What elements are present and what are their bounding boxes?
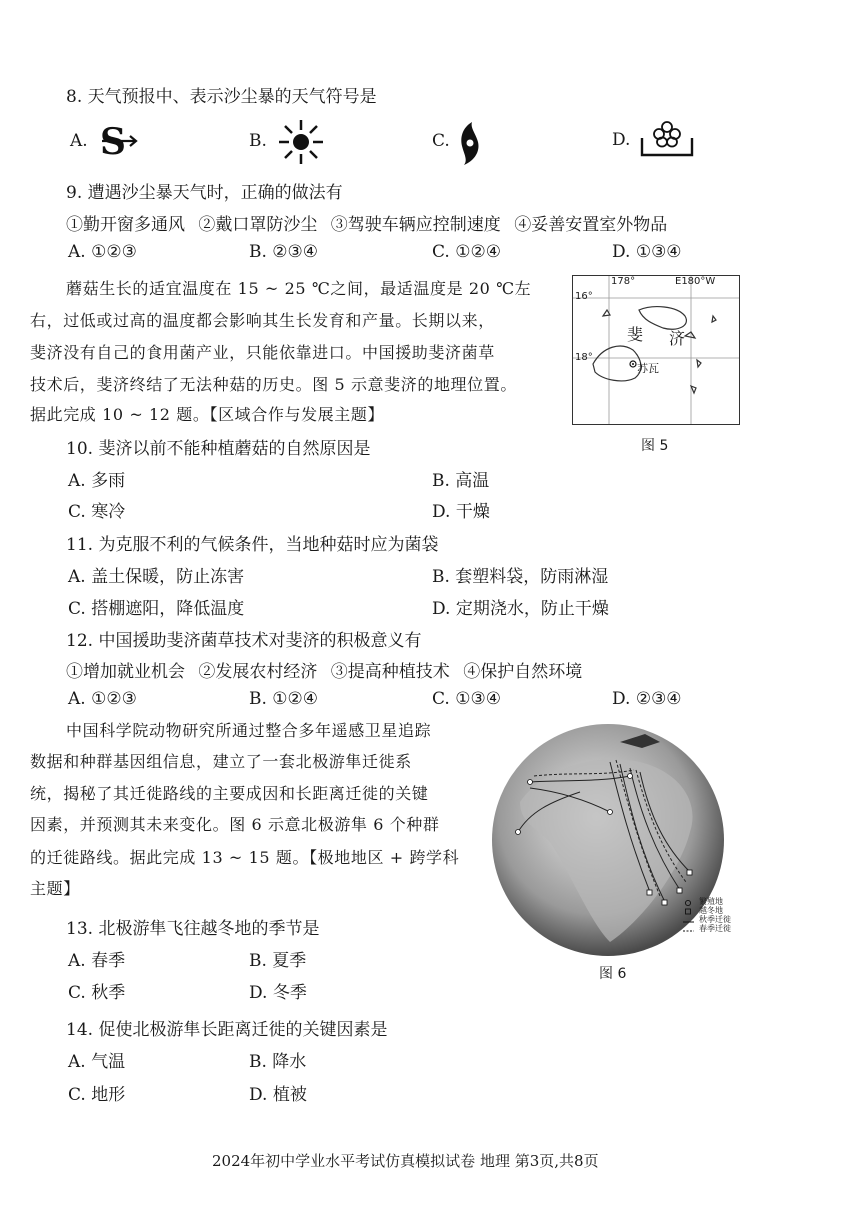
q14-option-a: A. 气温	[68, 1052, 126, 1072]
fiji-map-label-2: 济	[669, 329, 686, 348]
passage1-line-3: 斐济没有自己的食用菌产业，只能依靠进口。中国援助斐济菌草	[30, 343, 495, 362]
q9-stem: 9. 遭遇沙尘暴天气时，正确的做法有	[66, 183, 343, 203]
fig5-caption: 图 5	[641, 438, 669, 454]
q8-option-c-letter: C.	[432, 131, 450, 151]
passage1-line-4: 技术后，斐济终结了无法种菇的历史。图 5 示意斐济的地理位置。	[30, 375, 517, 394]
fig6-legend-autumn: 秋季迁徙	[699, 915, 731, 924]
passage2-line-1: 中国科学院动物研究所通过整合多年遥感卫星追踪	[66, 721, 432, 740]
q9-items: ①勤开窗多通风 ②戴口罩防沙尘 ③驾驶车辆应控制速度 ④妥善安置室外物品	[66, 215, 668, 235]
q14-option-b: B. 降水	[249, 1052, 307, 1072]
page-footer: 2024年初中学业水平考试仿真模拟试卷 地理 第3页,共8页	[212, 1152, 599, 1170]
fig6-legend-wintering: 越冬地	[699, 906, 723, 915]
q11-option-d: D. 定期浇水，防止干燥	[432, 599, 609, 619]
q10-option-b: B. 高温	[432, 471, 490, 491]
q10-stem: 10. 斐济以前不能种植蘑菇的自然原因是	[66, 439, 371, 459]
passage2-line-3: 统，揭秘了其迁徙路线的主要成因和长距离迁徙的关键	[30, 784, 429, 803]
q11-option-b: B. 套塑料袋，防雨淋湿	[432, 567, 609, 587]
q12-items: ①增加就业机会 ②发展农村经济 ③提高种植技术 ④保护自然环境	[66, 662, 583, 682]
q12-option-d: D. ②③④	[612, 689, 682, 709]
frost-symbol-icon	[638, 118, 696, 158]
q8-option-a-letter: A.	[70, 131, 88, 151]
fiji-map-lat-18: 18°	[575, 352, 593, 363]
q13-option-c: C. 秋季	[68, 983, 126, 1003]
passage2-line-2: 数据和种群基因组信息，建立了一套北极游隼迁徙系	[30, 752, 412, 771]
q14-option-d: D. 植被	[249, 1085, 307, 1105]
passage1-line-1: 蘑菇生长的适宜温度在 15 ~ 25 ℃之间，最适温度是 20 ℃左	[66, 279, 532, 298]
sandstorm-symbol-icon	[98, 122, 140, 160]
q11-option-a: A. 盖土保暖，防止冻害	[68, 567, 245, 587]
fig6-legend-breeding: 繁殖地	[699, 897, 723, 906]
fiji-map	[572, 275, 740, 425]
q8-option-b-letter: B.	[249, 131, 267, 151]
fiji-map-drawing	[573, 276, 739, 424]
fiji-map-lat-16: 16°	[575, 291, 593, 302]
fig6-legend-spring: 春季迁徙	[699, 924, 731, 933]
q11-stem: 11. 为克服不利的气候条件，当地种菇时应为菌袋	[66, 535, 439, 555]
passage2-line-4: 因素，并预测其未来变化。图 6 示意北极游隼 6 个种群	[30, 815, 440, 834]
q12-option-b: B. ①②④	[249, 689, 319, 709]
q8-stem: 8. 天气预报中、表示沙尘暴的天气符号是	[66, 87, 377, 107]
passage1-line-2: 右，过低或过高的温度都会影响其生长发育和产量。长期以来，	[30, 311, 495, 330]
passage1-line-5: 据此完成 10 ~ 12 题。【区域合作与发展主题】	[30, 405, 385, 424]
fiji-map-lon-178: 178°	[611, 276, 636, 287]
q13-stem: 13. 北极游隼飞往越冬地的季节是	[66, 919, 320, 939]
passage2-line-5: 的迁徙路线。据此完成 13 ~ 15 题。【极地地区 + 跨学科	[30, 848, 460, 867]
fig6-legend-keys	[682, 898, 696, 938]
q13-option-a: A. 春季	[68, 951, 126, 971]
q10-option-a: A. 多雨	[68, 471, 126, 491]
q11-option-c: C. 搭棚遮阳，降低温度	[68, 599, 245, 619]
fiji-map-lon-180: E180°W	[675, 276, 716, 287]
q13-option-b: B. 夏季	[249, 951, 307, 971]
q14-option-c: C. 地形	[68, 1085, 126, 1105]
q9-option-b: B. ②③④	[249, 242, 319, 262]
q14-stem: 14. 促使北极游隼长距离迁徙的关键因素是	[66, 1020, 388, 1040]
q13-option-d: D. 冬季	[249, 983, 307, 1003]
fig6-caption: 图 6	[599, 966, 627, 982]
q9-option-a: A. ①②③	[68, 242, 137, 262]
sunny-symbol-icon	[276, 117, 326, 167]
q8-option-d-letter: D.	[612, 130, 631, 150]
q9-option-d: D. ①③④	[612, 242, 682, 262]
q10-option-d: D. 干燥	[432, 502, 490, 522]
q12-option-a: A. ①②③	[68, 689, 137, 709]
fiji-map-label-1: 斐	[627, 325, 644, 344]
q12-option-c: C. ①③④	[432, 689, 501, 709]
passage2-line-6: 主题】	[30, 879, 80, 898]
fiji-map-label-suva: 苏瓦	[637, 362, 659, 375]
q12-stem: 12. 中国援助斐济菌草技术对斐济的积极意义有	[66, 631, 422, 651]
q9-option-c: C. ①②④	[432, 242, 501, 262]
typhoon-symbol-icon	[458, 120, 482, 166]
svg-text:S: S	[100, 122, 126, 160]
q10-option-c: C. 寒冷	[68, 502, 126, 522]
